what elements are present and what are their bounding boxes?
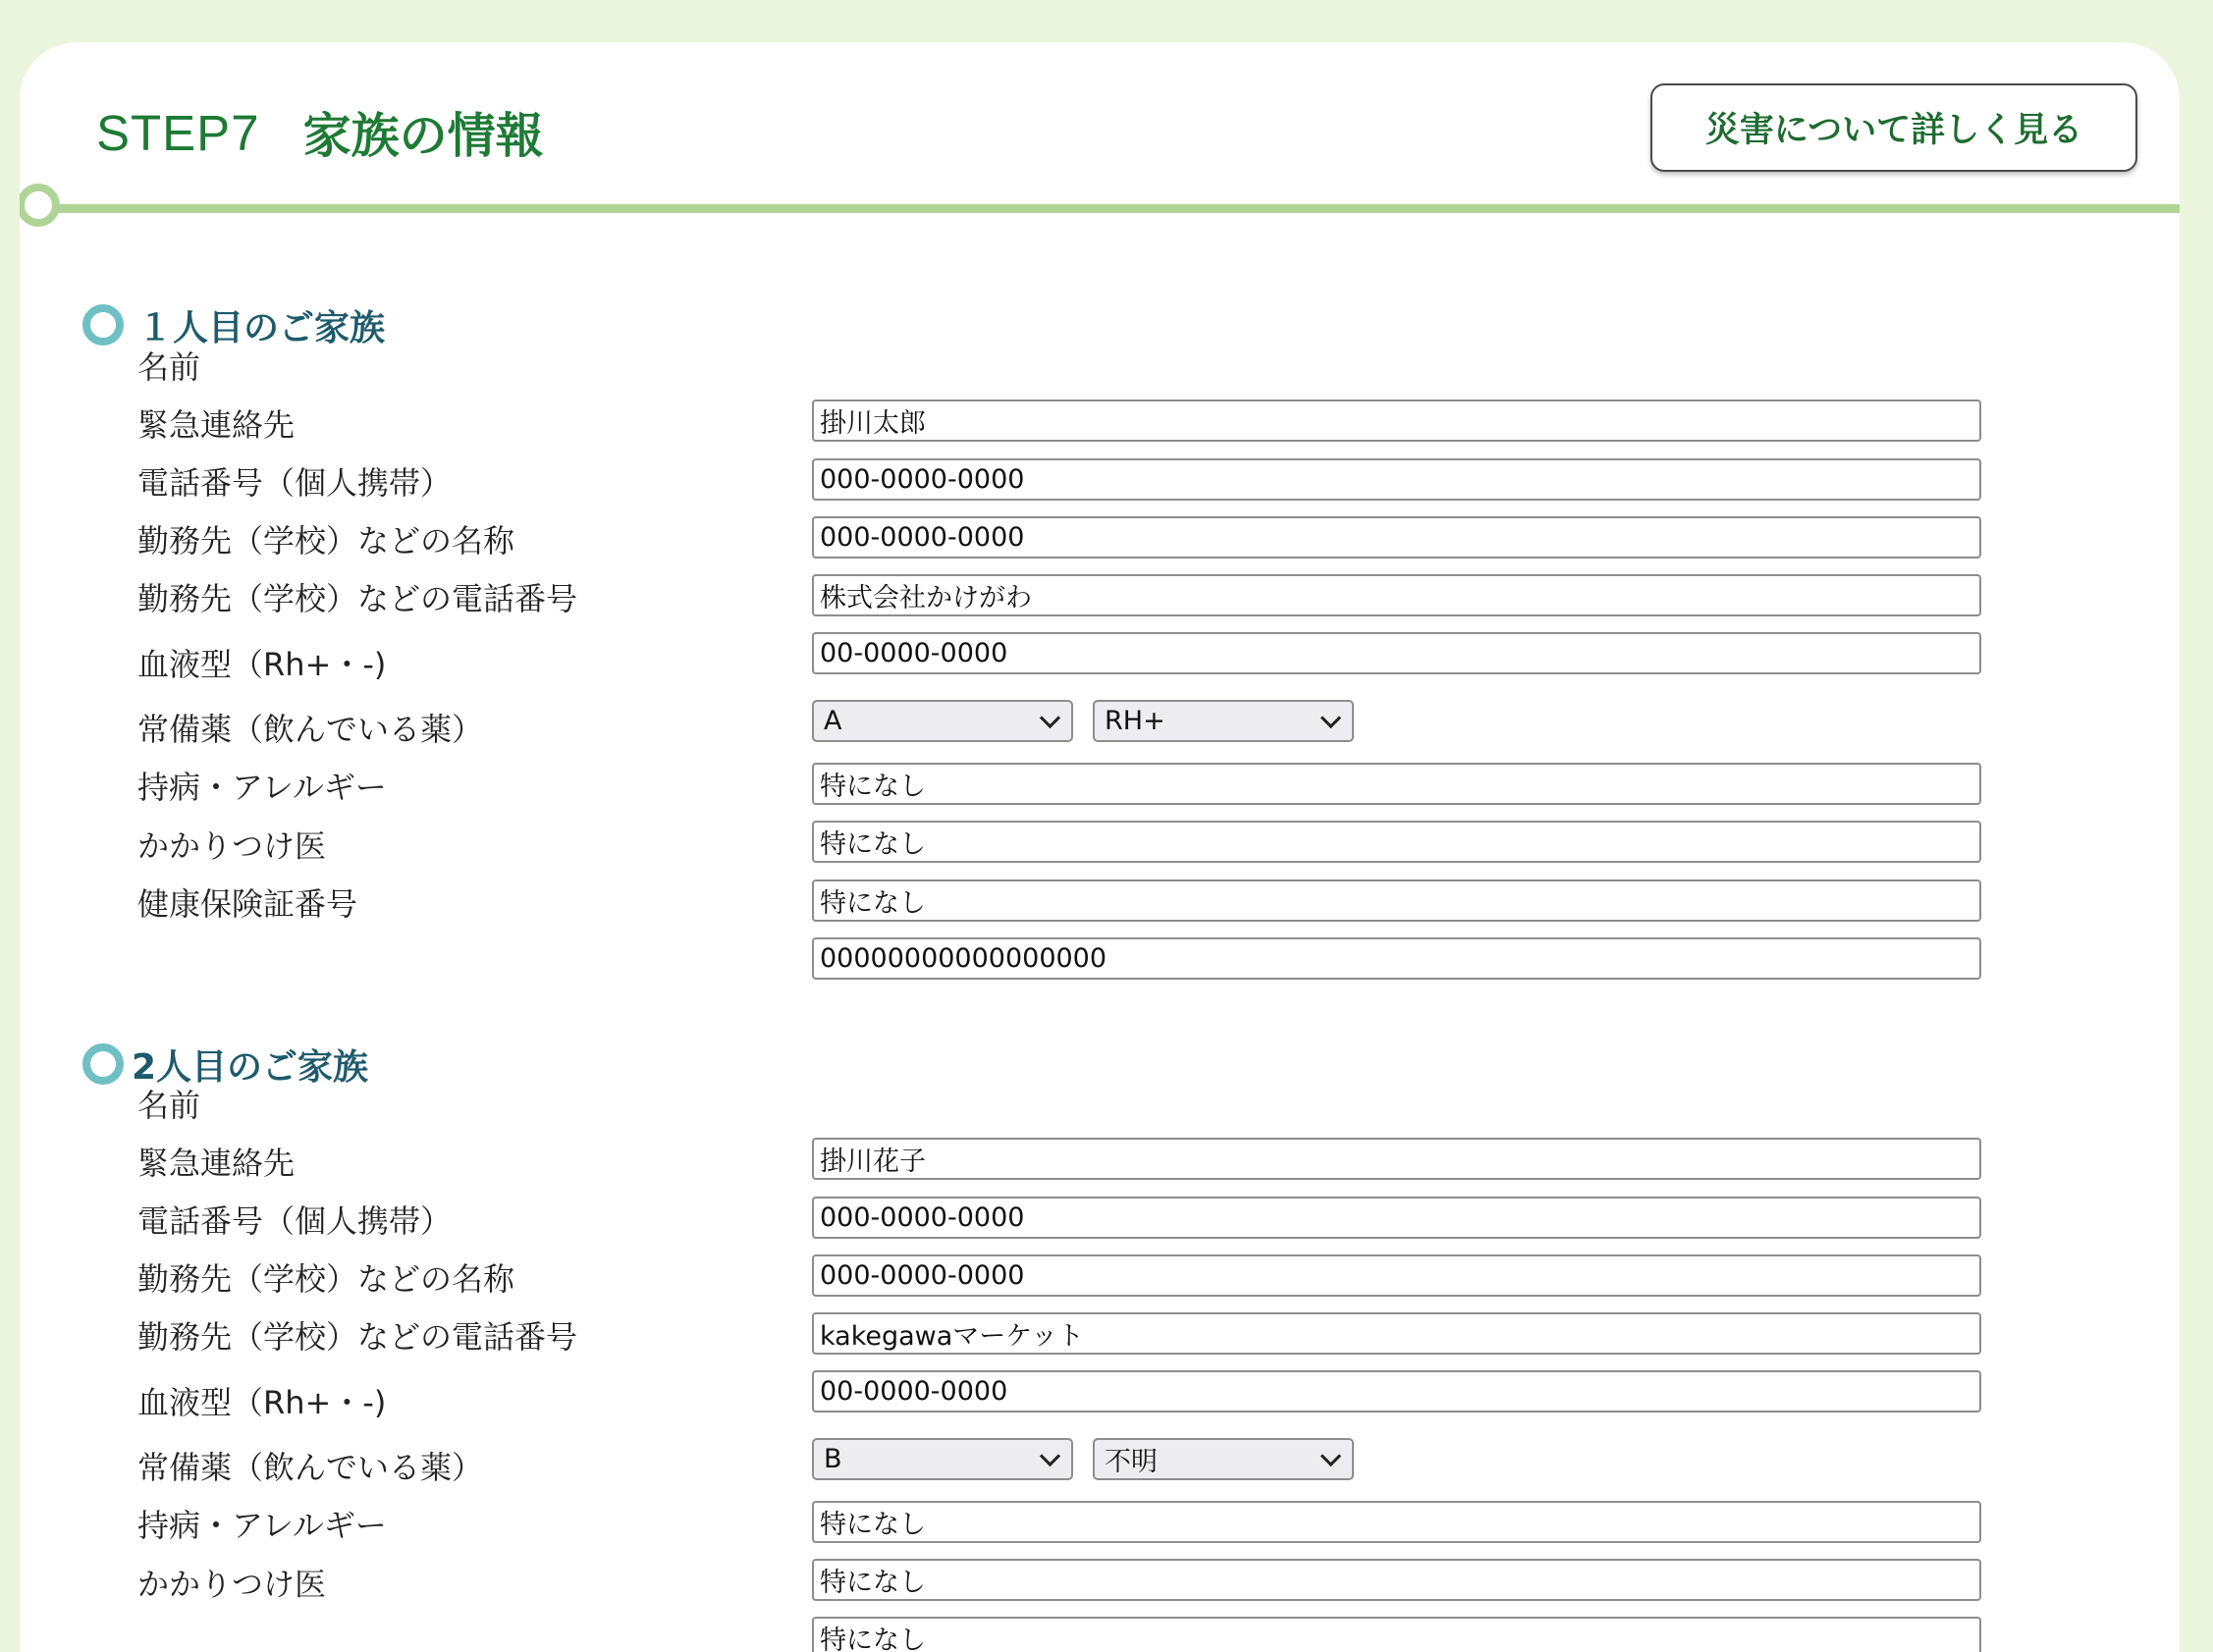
chevron-down-icon [1040,1445,1060,1465]
workplace-phone-input[interactable] [812,1370,1981,1412]
name-label: 名前 [137,348,201,386]
form-card [20,42,2180,1652]
illness-allergy-label: 持病・アレルギー [137,769,387,806]
medicine-label: 常備薬（飲んでいる薬） [137,711,484,748]
medicine-input[interactable] [812,763,1981,805]
blood-type-value: A [824,706,842,736]
section-title: 2人目のご家族 [132,1046,369,1088]
workplace-phone-label: 勤務先（学校）などの電話番号 [137,580,578,617]
mobile-phone-input[interactable] [812,1254,1981,1297]
ring-icon [82,304,124,346]
rh-factor-value: 不明 [1105,1447,1158,1477]
insurance-number-input[interactable] [812,937,1981,980]
ring-icon [20,184,60,227]
step-number: STEP7 [96,104,260,161]
workplace-name-label: 勤務先（学校）などの名称 [137,1260,515,1298]
section-heading [82,1039,368,1089]
illness-allergy-label: 持病・アレルギー [137,1507,387,1544]
family-doctor-input[interactable] [812,879,1981,922]
emergency-contact-label: 緊急連絡先 [137,406,296,444]
name-input[interactable] [812,400,1981,442]
rh-factor-select[interactable] [1093,1438,1354,1480]
medicine-input[interactable] [812,1501,1981,1543]
chevron-down-icon [1040,707,1060,727]
mobile-phone-label: 電話番号（個人携帯） [137,464,453,502]
workplace-phone-input[interactable] [812,632,1981,674]
blood-type-select[interactable] [812,700,1073,742]
family-doctor-label: かかりつけ医 [137,827,327,865]
mobile-phone-label: 電話番号（個人携帯） [137,1202,453,1240]
header-divider [39,204,2180,213]
section-heading [82,300,385,349]
medicine-label: 常備薬（飲んでいる薬） [137,1449,484,1486]
workplace-name-input[interactable] [812,574,1981,616]
illness-allergy-input[interactable] [812,1559,1981,1601]
disaster-details-button[interactable]: 災害について詳しく見る [1650,83,2137,172]
workplace-name-label: 勤務先（学校）などの名称 [137,522,515,560]
emergency-contact-input[interactable] [812,458,1981,501]
family-doctor-input[interactable] [812,1617,1981,1652]
blood-type-label: 血液型（Rh+・-) [137,646,387,683]
name-input[interactable] [812,1138,1981,1180]
chevron-down-icon [1321,707,1341,727]
emergency-contact-label: 緊急連絡先 [137,1145,296,1182]
section-title: １人目のご家族 [137,307,386,348]
emergency-contact-input[interactable] [812,1197,1981,1239]
rh-factor-value: RH+ [1105,706,1165,736]
family-doctor-label: かかりつけ医 [137,1566,327,1603]
name-label: 名前 [137,1087,201,1124]
mobile-phone-input[interactable] [812,516,1981,559]
insurance-number-label: 健康保険証番号 [137,885,358,923]
blood-type-label: 血液型（Rh+・-) [137,1384,387,1421]
workplace-name-input[interactable] [812,1312,1981,1355]
blood-type-value: B [824,1444,842,1474]
step-header [96,93,544,172]
blood-type-select[interactable] [812,1438,1073,1480]
ring-icon [82,1043,124,1085]
chevron-down-icon [1321,1445,1341,1465]
page-title: 家族の情報 [302,108,544,164]
illness-allergy-input[interactable] [812,821,1981,863]
rh-factor-select[interactable] [1093,700,1354,742]
workplace-phone-label: 勤務先（学校）などの電話番号 [137,1318,578,1356]
